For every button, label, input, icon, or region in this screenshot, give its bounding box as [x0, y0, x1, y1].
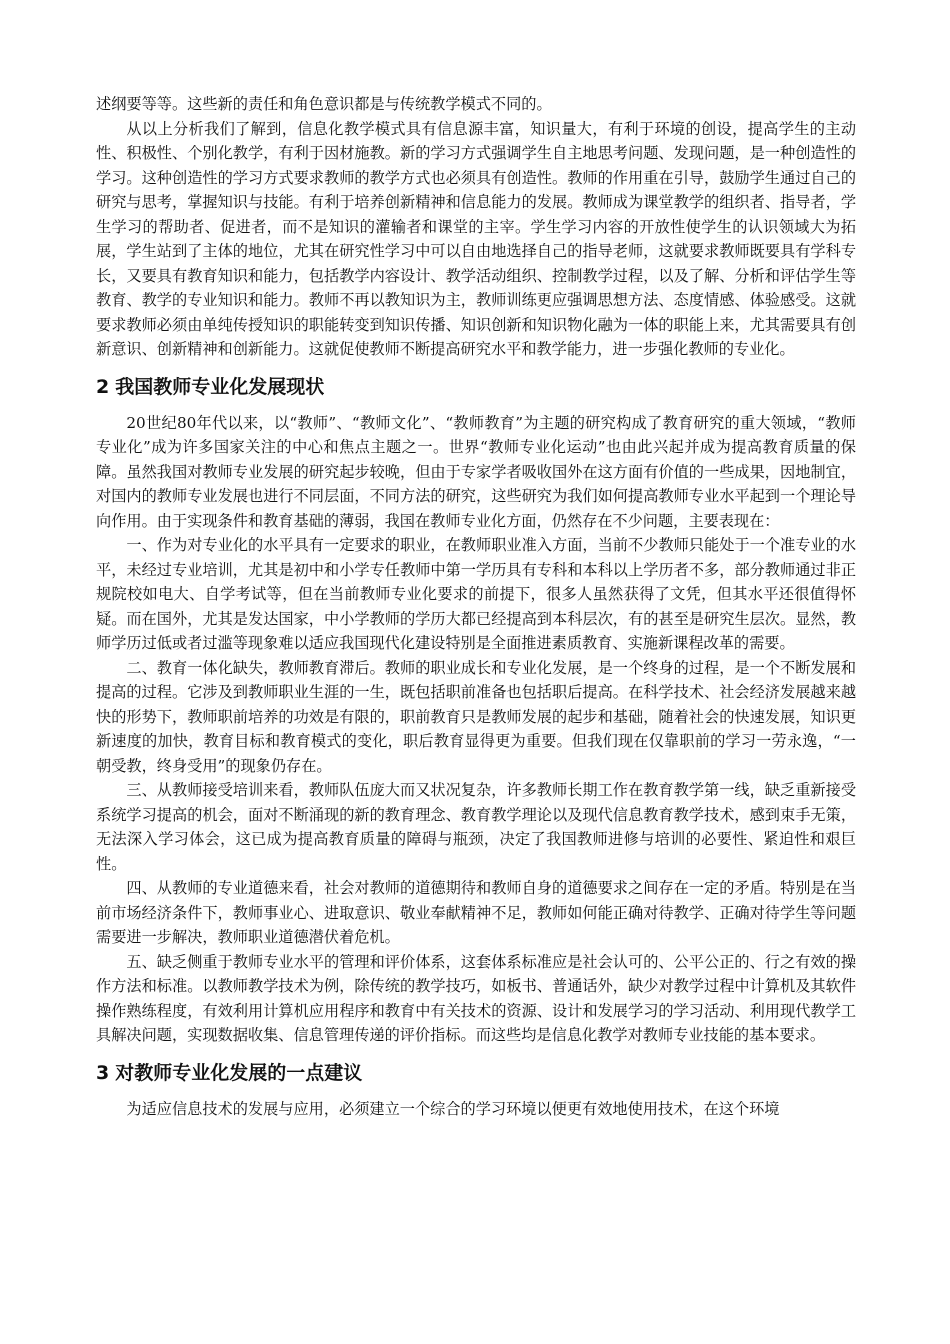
- section-number: 3: [96, 1061, 110, 1084]
- paragraph-suggestion-intro: 为适应信息技术的发展与应用，必须建立一个综合的学习环境以便更有效地使用技术，在这个环境: [126, 1099, 780, 1118]
- section-heading-2: [96, 373, 856, 401]
- section-title: 我国教师专业化发展现状: [115, 375, 325, 398]
- section-heading-3: [96, 1059, 856, 1087]
- paragraph-problem-2: 二、教育一体化缺失，教师教育滞后。教师的职业成长和专业化发展，是一个终身的过程，是一个不断发展和提高的过程。它涉及到教师职业生涯的一生，既包括职前准备也包括职后提高。在科学技术、社会经济发展越来越快的形势下，教师职前培养的功效是有限的，职前教育只是教师发展的起步和基础，随着社会的快速发展，知识更新速度的加快，教育目标和教育模式的变化，职后教育显得更为重要。但我们现在仅靠职前的学习一劳永逸，“一朝受教，终身受用”的现象仍存在。: [96, 658, 856, 775]
- paragraph-info-teaching-analysis: 从以上分析我们了解到，信息化教学模式具有信息源丰富，知识量大，有利于环境的创设，提高学生的主动性、积极性、个别化教学，有利于因材施教。新的学习方式强调学生自主地思考问题、发现问题，是一种创造性的学习。这种创造性的学习方式要求教师的教学方式也必须具有创造性。教师的作用重在引导，鼓励学生通过自己的研究与思考，掌握知识与技能。有利于培养创新精神和信息能力的发展。教师成为课堂教学的组织者、指导者，学生学习的帮助者、促进者，而不是知识的灌输者和课堂的主宰。学生学习内容的开放性使学生的认识领域大为拓展，学生站到了主体的地位，尤其在研究性学习中可以自由地选择自己的指导老师，这就要求教师既要具有学科专长，又要具有教育知识和能力，包括教学内容设计、教学活动组织、控制教学过程，以及了解、分析和评估学生等教育、教学的专业知识和能力。教师不再以教知识为主，教师训练更应强调思想方法、态度情感、体验感受。这就要求教师必须由单纯传授知识的职能转变到知识传播、知识创新和知识物化融为一体的职能上来，尤其需要具有创新意识、创新精神和创新能力。这就促使教师不断提高研究水平和教学能力，进一步强化教师的专业化。: [96, 119, 856, 358]
- section-number: 2: [96, 375, 110, 398]
- paragraph-status-intro: 20世纪80年代以来，以“教师”、“教师文化”、“教师教育”为主题的研究构成了教育研究的重大领域，“教师专业化”成为许多国家关注的中心和焦点主题之一。世界“教师专业化运动”也由此兴起并成为提高教育质量的保障。虽然我国对教师专业发展的研究起步较晚，但由于专家学者吸收国外在这方面有价值的一些成果，因地制宜，对国内的教师专业发展也进行不同层面，不同方法的研究，这些研究为我们如何提高教师专业水平起到一个理论导向作用。由于实现条件和教育基础的薄弱，我国在教师专业化方面，仍然存在不少问题，主要表现在：: [96, 413, 856, 530]
- paragraph-problem-3: 三、从教师接受培训来看，教师队伍庞大而又状况复杂，许多教师长期工作在教育教学第一线，缺乏重新接受系统学习提高的机会，面对不断涌现的新的教育理念、教育教学理论以及现代信息教育教学技术，感到束手无策，无法深入学习体会，这已成为提高教育质量的障碍与瓶颈，决定了我国教师进修与培训的必要性、紧迫性和艰巨性。: [96, 781, 856, 873]
- paragraph-problem-1: 一、作为对专业化的水平具有一定要求的职业，在教师职业准入方面，当前不少教师只能处于一个准专业的水平，未经过专业培训，尤其是初中和小学专任教师中第一学历具有专科和本科以上学历者不多，部分教师通过非正规院校如电大、自学考试等，但在当前教师专业化要求的前提下，很多人虽然获得了文凭，但其水平还很值得怀疑。而在国外，尤其是发达国家，中小学教师的学历大都已经提高到本科层次，有的甚至是研究生层次。显然，教师学历过低或者过滥等现象难以适应我国现代化建设特别是全面推进素质教育、实施新课程改革的需要。: [96, 536, 856, 652]
- document-page: [96, 92, 856, 1121]
- paragraph-continuation: 述纲要等等。这些新的责任和角色意识都是与传统教学模式不同的。: [96, 95, 552, 113]
- paragraph-problem-4: 四、从教师的专业道德来看，社会对教师的道德期待和教师自身的道德要求之间存在一定的矛盾。特别是在当前市场经济条件下，教师事业心、进取意识、敬业奉献精神不足，教师如何能正确对待教学、正确对待学生等问题需要进一步解决，教师职业道德潜伏着危机。: [96, 879, 856, 946]
- section-title: 对教师专业化发展的一点建议: [115, 1061, 363, 1084]
- paragraph-problem-5: 五、缺乏侧重于教师专业水平的管理和评价体系，这套体系标准应是社会认可的、公平公正的、行之有效的操作方法和标准。以教师教学技术为例，除传统的教学技巧，如板书、普通话外，缺少对教学过程中计算机及其软件操作熟练程度，有效利用计算机应用程序和教育中有关技术的资源、设计和发展学习的学习活动、利用现代教学工具解决问题，实现数据收集、信息管理传递的评价指标。而这些均是信息化教学对教师专业技能的基本要求。: [96, 952, 856, 1044]
